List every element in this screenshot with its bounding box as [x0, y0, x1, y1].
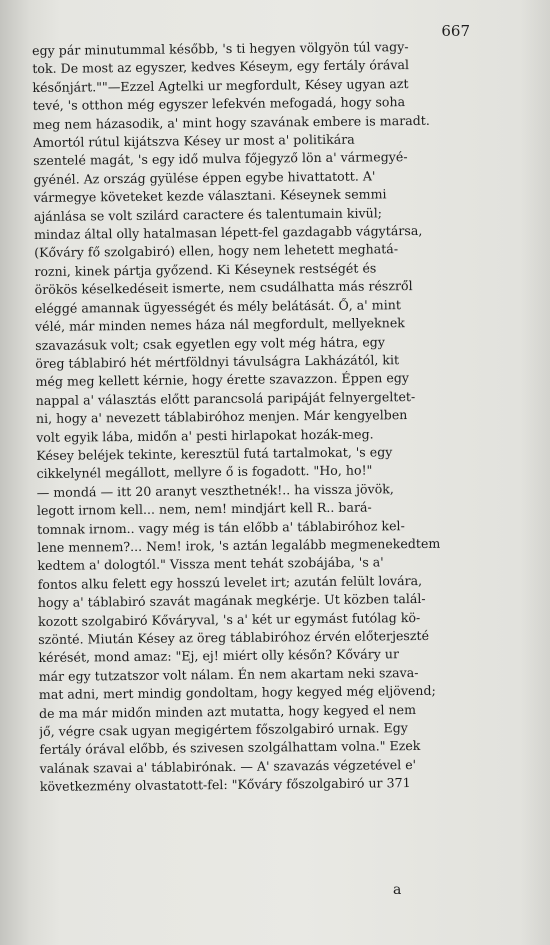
text-line: rozni, kinek pártja győzend. Ki Késeynek restségét és: [34, 260, 377, 279]
text-line: lene mennem?... Nem! irok, 's aztán legalább megmenekedtem: [37, 535, 441, 555]
text-line: szavazásuk volt; csak egyetlen egy volt még hátra, egy: [35, 333, 385, 353]
text-line: ni, hogy a' nevezett táblabiróhoz menjen. Már kengyelben: [35, 407, 408, 427]
text-line: tevé, 's otthon még egyszer lefekvén mefogadá, hogy soha: [32, 94, 406, 114]
page-number: 667: [441, 22, 470, 40]
body-text: [32, 37, 485, 796]
text-line: fertály órával előbb, és szivesen szolgálhattam volna." Ezek: [39, 738, 421, 758]
text-line: jő, végre csak ugyan megigértem főszolgabiró urnak. Egy: [39, 720, 408, 739]
text-line: legott irnom kell... nem, nem! mindjárt kell R.. bará-: [36, 499, 372, 519]
signature-mark: a: [393, 882, 402, 898]
text-line: hogy a' táblabiró szavát magának megkérje. Ut közben talál-: [37, 591, 426, 611]
text-line: kérését, mond amaz: "Ej, ej! miért olly későn? Kőváry ur: [38, 646, 400, 666]
text-line: örökös késelkedéseit ismerte, nem csudálhatta más részről: [34, 278, 413, 298]
text-line: szentelé magát, 's egy idő mulva főjegyző lön a' vármegyé-: [33, 149, 408, 169]
text-line: még meg kellett kérnie, hogy érette szavazzon. Éppen egy: [35, 370, 410, 390]
text-line: cikkelynél megállott, mellyre ő is fogadott. "Ho, ho!": [36, 462, 373, 482]
text-line: eléggé amannak ügyességét és mély belátását. Ő, a' mint: [34, 296, 401, 316]
text-line: nappal a' választás előtt parancsolá paripáját felnyergeltet-: [35, 388, 416, 408]
text-line: ajánlása se volt szilárd caractere és talentumain kivül;: [33, 205, 383, 224]
text-line: vélé, már minden nemes háza nál megfordult, mellyeknek: [34, 315, 405, 335]
text-line: de ma már midőn minden azt mutatta, hogy kegyed el nem: [38, 701, 417, 721]
text-line: gyénél. Az ország gyülése éppen egybe hivattatott. A': [33, 168, 376, 187]
text-line: meg nem házasodik, a' mint hogy szavának embere is maradt.: [32, 112, 430, 132]
text-line: egy pár minutummal később, 's ti hegyen völgyön túl vagy-: [32, 39, 409, 58]
text-line: Késey beléjek tekinte, keresztül futá tartalmokat, 's egy: [36, 444, 393, 463]
text-line: mindaz által olly hatalmasan lépett-fel gazdagabb vágytársa,: [33, 222, 423, 243]
text-line: már egy tutzatszor volt nálam. Én nem akartam neki szava-: [38, 664, 419, 684]
text-line: szönté. Miután Késey az öreg táblabiróhoz érvén előterjeszté: [38, 627, 430, 647]
text-line: tomnak irnom.. vagy még is tán előbb a' táblabiróhoz kel-: [37, 517, 405, 537]
text-line: tok. De most az egyszer, kedves Késeym, egy fertály órával: [32, 57, 410, 77]
text-line: kedtem a' dologtól." Vissza ment tehát szobájába, 's a': [37, 554, 384, 574]
text-line: volt egyik lába, midőn a' pesti hirlapokat hozák-meg.: [36, 425, 374, 445]
text-line: mat adni, mert mindig gondoltam, hogy kegyed még eljövend;: [38, 683, 436, 703]
text-line: Amortól rútul kijátszva Késey ur most a' politikára: [32, 131, 355, 151]
text-line: fontos alku felett egy hosszú levelet irt; azután felült lovára,: [37, 572, 423, 592]
text-line: következmény olvastatott-fel: "Kőváry főszolgabiró ur 371: [39, 775, 411, 795]
text-line: vármegye követeket kezde választani. Késeynek semmi: [33, 186, 387, 206]
text-line: — mondá — itt 20 aranyt veszthetnék!.. ha vissza jövök,: [36, 480, 394, 500]
text-line: (Kőváry fő szolgabiró) ellen, hogy nem lehetett meghatá-: [34, 241, 399, 261]
text-line: valának szavai a' táblabirónak. — A' szavazás végzetével e': [39, 756, 417, 776]
text-line: öreg táblabiró hét mértföldnyi távulságra Lakházától, kit: [35, 352, 400, 371]
text-line: kozott szolgabiró Kőváryval, 's a' két ur egymást futólag kö-: [37, 609, 421, 629]
text-line: későnjárt.""—Ezzel Agtelki ur megfordult, Késey ugyan azt: [32, 75, 409, 95]
